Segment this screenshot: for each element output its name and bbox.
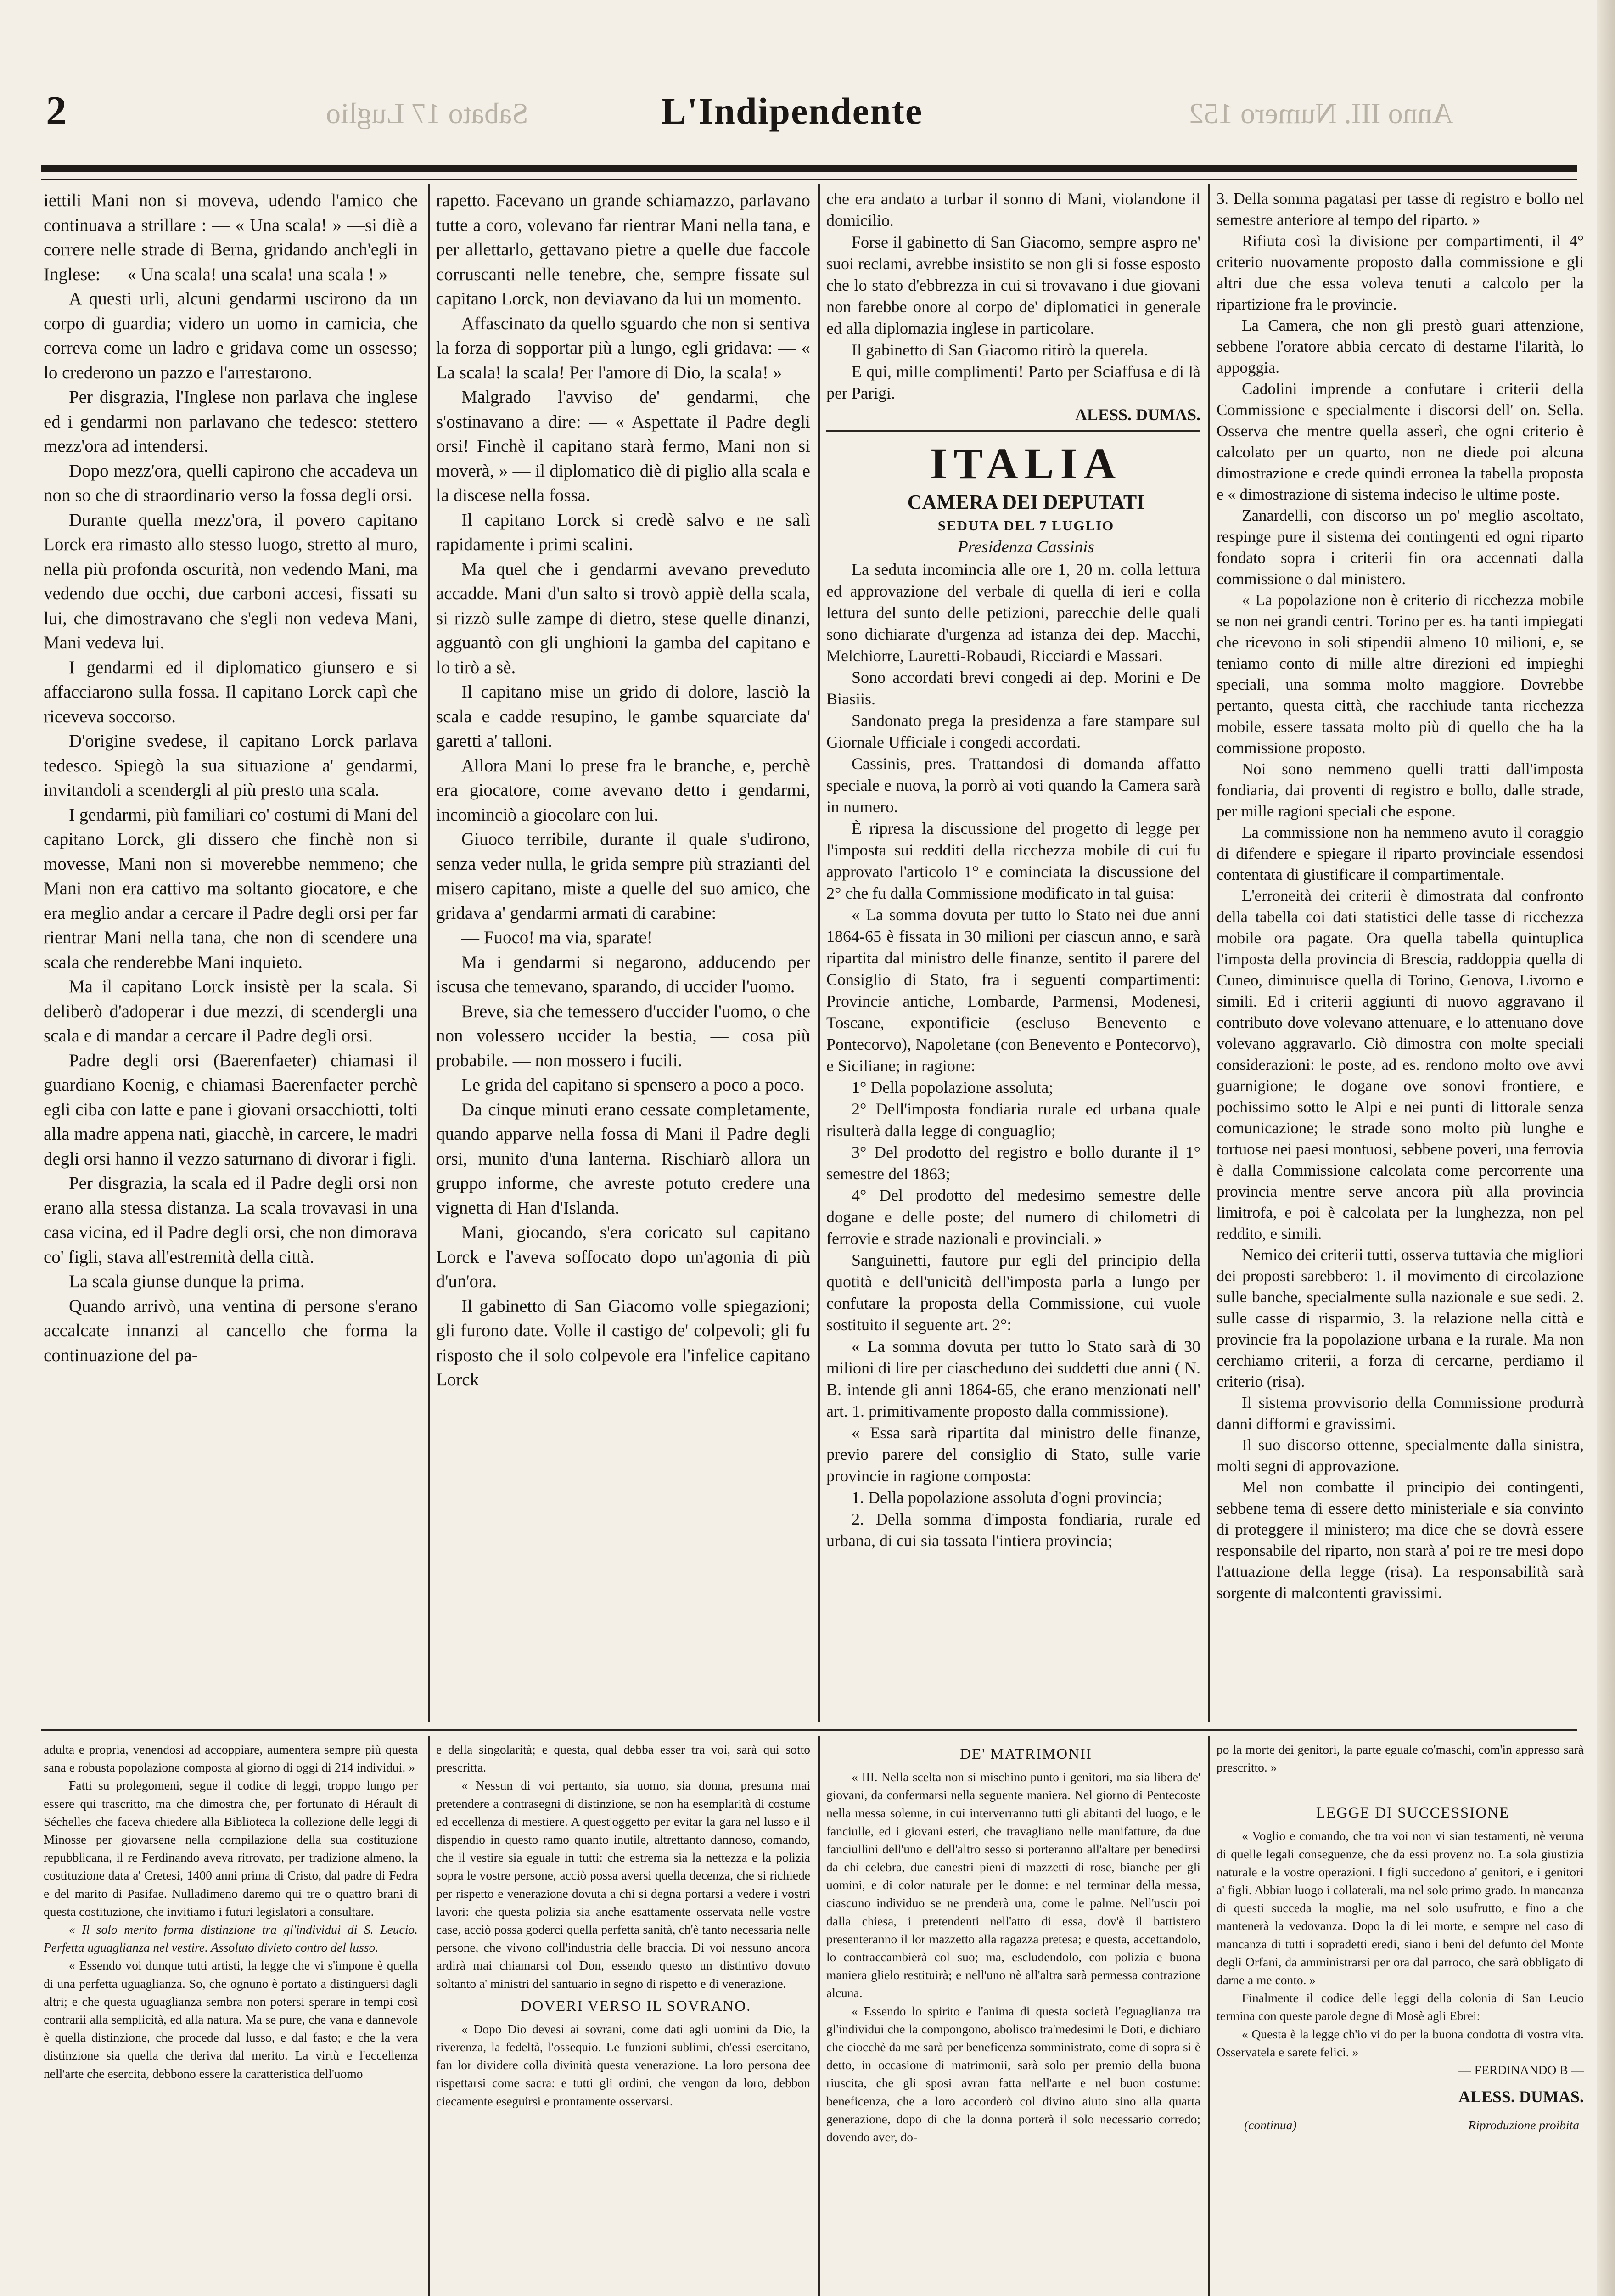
column-separator <box>428 184 430 1722</box>
paragraph: Ma il capitano Lorck insistè per la scala. Si deliberò d'adoperar i due mezzi, di scendergli una scala e di mandar a cercare il Padre degli orsi. <box>44 977 418 1046</box>
paragraph: Da cinque minuti erano cessate completamente, quando apparve nella fossa di Mani il Padre degli orsi, munito d'una lanterna. Rischiarò allora un gruppo informe, che avreste potuto credere una vignetta di Han d'Islanda. <box>436 1099 810 1218</box>
feuilleton-rule <box>41 1729 1577 1731</box>
column-separator <box>428 1736 430 2296</box>
paragraph: Il gabinetto di San Giacomo ritirò la querela. <box>852 341 1148 359</box>
paragraph: Quando arrivò, una ventina di persone s'erano accalcate innanzi al cancello che forma la continuazione del pa- <box>44 1296 418 1365</box>
paragraph: Malgrado l'avviso de' gendarmi, che s'ostinavano a dire: — « Aspettate il Padre degli orsi! Finchè il capitano starà fermo, Mani non si moverà, » — il diplomatico diè di piglio alla scala e la discese nella fossa. <box>436 387 810 505</box>
paragraph: Il gabinetto di San Giacomo volle spiegazioni; gli furono date. Volle il castigo de' colpevoli; gli fu risposto che il solo colpevole era l'infelice capitano Lorck <box>436 1296 810 1390</box>
paragraph: adulta e propria, venendosi ad accoppiare, aumentera sempre più questa sana e robusta popolazione composta al giorno di oggi di 214 individui. » <box>44 1742 418 1775</box>
paragraph: Nemico dei criterii tutti, osserva tuttavia che migliori dei proposti sarebbero: 1. il movimento di circolazione sulle banche, specialmente sulla nazionale e sue sedi. 2. sulle casse di risparmio, 3. la relazione nella città e provincie fra la popolazione urbana e la rurale. Ma non cerchiamo criterii, a forza di cercarne, perdiamo il criterio (risa). <box>1217 1246 1584 1390</box>
paragraph: Ma quel che i gendarmi avevano preveduto accadde. Mani d'un salto si trovò appiè della scala, si rizzò sulle zampe di dietro, stese quelle dinanzi, agguantò con gli unghioni la gamba del capitano e lo tirò a sè. <box>436 559 810 677</box>
paragraph: Il sistema provvisorio della Commissione produrrà danni difformi e gravissimi. <box>1217 1394 1584 1433</box>
paragraph: Forse il gabinetto di San Giacomo, sempre aspro ne' suoi reclami, avrebbe insistito se non gli si fosse esposto che lo stato d'ebbrezza in cui si trovavano i due giovani non farebbe onore al corpo de' diplomatici in generale ed alla diplomazia inglese in particolare. <box>826 233 1200 338</box>
feuilleton-column-4 <box>1217 1740 1584 2296</box>
footer-line <box>1217 2111 1584 2139</box>
paragraph: Ma i gendarmi si negarono, adducendo per iscusa che temevano, sparando, di uccider l'uomo. <box>436 952 810 996</box>
paragraph: e della singolarità; e questa, qual debba esser tra voi, sarà qui sotto prescritta. <box>436 1742 810 1775</box>
paragraph: Il capitano Lorck si credè salvo e ne salì rapidamente i primi scalini. <box>436 510 810 554</box>
masthead-rule <box>41 165 1577 172</box>
paragraph: La Camera, che non gli prestò guari attenzione, sebbene l'oratore abbia cercato di destarne l'ilarità, lo appoggia. <box>1217 316 1584 377</box>
paragraph: Finalmente il codice delle leggi della colonia di San Leucio termina con queste parole degne di Mosè agli Ebrei: <box>1217 1991 1584 2023</box>
paragraph: rapetto. Facevano un grande schiamazzo, parlavano tutte a coro, volevano far rientrar Mani nella tana, e per allettarlo, gettavano pietre a quelle due faccole corruscanti nelle tenebre, che, sempre fissate sul capitano Lorck, non deviavano da lui un momento. <box>436 191 810 309</box>
paragraph: La commissione non ha nemmeno avuto il coraggio di difendere e spiegare il riparto provinciale essendosi contentata di giustificare il compartimentale. <box>1217 823 1584 884</box>
continued-note: (continua) <box>1244 2118 1297 2133</box>
paragraph: « Voglio e comando, che tra voi non vi sian testamenti, nè veruna di quelle legali conseguenze, che da essi provenz no. La sola giustizia naturale e la vostre operazioni. I figli succedono a' genitori, e i genitori a' figli. Abbian luogo i collaterali, ma nel solo primo grado. In mancanza di questi succeda la moglie, ma nel solo usufrutto, e fino a che mantenerà la vedovanza. Dopo la di lei morte, e sempre nel caso di mancanza di tutti i sopradetti eredi, siano i beni del defunto del Monte degli Orfani, da amministrarsi per ora dal parroco, che sarà obbligato di darne a me conto. » <box>1217 1829 1584 1987</box>
paragraph: L'erroneità dei criterii è dimostrata dal confronto della tabella coi dati statistici delle tasse di ricchezza mobile ora pagate. Ora quella tabella quintuplica l'imposta della provincia di Brescia, raddoppia quella di Cuneo, diminuisce quella di Torino, Genova, Livorno e simili. Ed i criterii aggiunti di nuovo aggravano il contributo dove volevano attenuare, e lo attenuano dove volevano aggravarlo. Ciò dimostra con molte speciali considerazioni: le poste, ad es. rendono molto ove avvi guarnigione; le dogane ove sonovi frontiere, e pochissimo sotto le Alpi e nei punti di littorale senza comunicazione; le strade sono molto più lunghe e tortuose nei paesi montuosi, sebbene poveri, una ferrovia è dalla Commissione calcolata come percorrente una provincia mentre serve ancora più alla provincia limitrofa, e poi è calcolata per la lunghezza, non pel reddito, e simili. <box>1217 887 1584 1243</box>
paragraph: Sanguinetti, fautore pur egli del principio della quotità e dell'unicità dell'imposta parla a lungo per confutare la proposta della Commissione, cui vuole sostituito il seguente art. 2°: <box>826 1251 1200 1334</box>
paragraph: Allora Mani lo prese fra le branche, e, perchè era giocatore, come avevano detto i gendarmi, incominciò a giocolare con lui. <box>436 755 810 825</box>
paragraph: « III. Nella scelta non si mischino punto i genitori, ma sia libera de' giovani, da confermarsi nella seguente maniera. Nel giorno di Pentecoste nella messa solenne, in cui interverranno tutti gli abitanti del luogo, e le fanciulle, ed i giovani esteri, che travagliano nelle manifatture, da due fanciullini dell'uno e dell'altro sesso si porteranno all'altare per benedirsi da chi celebra, due canestri pieni di mazzetti di rose, bianche per gli uomini, e di color naturale per le donne: e nel terminar della messa, ciascuno individuo se ne prenderà una, come le palme. Nell'uscir poi dalla chiesa, i pretendenti nell'atto di essa, dov'è il battistero presenteranno il lor mazzetto alla ragazza pretesa; e questa, accettandolo, lo contraccambierà col suo; ma, escludendolo, con polizia e buona maniera glielo restituirà; e nell'uno nè all'altra sarà permessa contrazione alcuna. <box>826 1770 1200 2000</box>
paragraph: Mani, giocando, s'era coricato sul capitano Lorck e l'aveva soffocato dopo un'agonia di più d'un'ora. <box>436 1222 810 1291</box>
paragraph: Per disgrazia, la scala ed il Padre degli orsi non erano alla stessa distanza. La scala trovavasi in una casa vicina, ed il Padre degli orsi, che non dimorava co' figli, stava all'estremità della città. <box>44 1173 418 1267</box>
bleed-through-date: Sabato 17 Luglio <box>326 97 528 129</box>
paragraph: 1. Della popolazione assoluta d'ogni provincia; <box>852 1488 1162 1507</box>
section-heading: LEGGE DI SUCCESSIONE <box>1316 1805 1510 1822</box>
author-signature: ALESS. DUMAS. <box>1075 405 1200 424</box>
paragraph: Padre degli orsi (Baerenfaeter) chiamasi il guardiano Koenig, e chiamasi Baerenfaeter perchè egli ciba con latte e pane i giovani orsacchiotti, tolti alla madre appena nati, giacchè, in carcere, le madri degli orsi hanno il vezzo saturnano di divorar i figli. <box>44 1050 418 1169</box>
section-rule <box>826 430 1200 432</box>
column-separator <box>1208 1736 1210 2296</box>
paragraph: La seduta incomincia alle ore 1, 20 m. colla lettura ed approvazione del verbale di quella di ieri e colla lettura del sunto delle petizioni, parecchie delle quali sono dichiarate d'urgenza ad istanza dei dep. Macchi, Melchiorre, Lauretti-Robaudi, Ricciardi e Massari. <box>826 560 1200 665</box>
paragraph: Il suo discorso ottenne, specialmente dalla sinistra, molti segni di approvazione. <box>1217 1436 1584 1475</box>
bleed-through-issue: Anno III. Numero 152 <box>1189 97 1453 129</box>
signature-ferdinando: — FERDINANDO B — <box>1458 2063 1584 2077</box>
column-3 <box>826 188 1200 1727</box>
paragraph: iettili Mani non si moveva, udendo l'amico che continuava a strillare : — « Una scala! » —si diè a correre nelle strade di Berna, gridando anch'egli in Inglese: — « Una scala! una scala! una scala ! » <box>44 191 418 284</box>
paragraph: — Fuoco! ma via, sparate! <box>461 928 653 947</box>
column-4 <box>1217 188 1584 1727</box>
section-heading: DE' MATRIMONII <box>960 1746 1092 1762</box>
paragraph: Sono accordati brevi congedi ai dep. Morini e De Biasiis. <box>826 668 1200 708</box>
paragraph: 4° Del prodotto del medesimo semestre delle dogane e delle poste; del numero di chilometri di ferrovie e strade nazionali e provinciali. » <box>826 1186 1200 1248</box>
feuilleton-column-3 <box>826 1740 1200 2296</box>
chamber-heading: CAMERA DEI DEPUTATI <box>907 491 1145 513</box>
column-separator <box>818 184 820 1722</box>
column-separator <box>818 1736 820 2296</box>
feuilleton-column-2 <box>436 1740 810 2296</box>
paragraph: E qui, mille complimenti! Parto per Sciaffusa e di là per Parigi. <box>826 362 1200 402</box>
paragraph: po la morte dei genitori, la parte eguale co'maschi, com'in appresso sarà prescritto. » <box>1217 1742 1584 1775</box>
paragraph: Durante quella mezz'ora, il povero capitano Lorck era rimasto allo stesso luogo, stretto al muro, nella più profonda oscurità, non vedendo Mani, ma vedendo due occhi, due carboni accesi, fissati su lui, che dimostravano che s'egli non vedeva Mani, Mani vedeva lui. <box>44 510 418 653</box>
paragraph: Le grida del capitano si spensero a poco a poco. <box>461 1075 805 1095</box>
paragraph: « Essendo lo spirito e l'anima di questa società l'eguaglianza tra gl'individui che la compongono, abolisco tra'medesimi le Doti, e dichiaro che ciocchè da me sarà per beneficenza somministrato, come di sopra si è detto, in occasione di matrimonii, sarà solo per premio della buona riuscita, che gli sposi avran fatta nell'arte e nel buon costume: beneficenza, che a loro accorderò col divino aiuto sino alla quarta generazione, dopo di che la donna porterà il solo necessario corredo; dovendo aver, do- <box>826 2003 1200 2144</box>
column-2 <box>436 188 810 1727</box>
section-heading-italia: ITALIA <box>930 439 1122 488</box>
paragraph: Cadolini imprende a confutare i criterii della Commissione e specialmente i discorsi dell' on. Sella. Osserva che mentre quella asserì, che ogni criterio è calcolato per un quarto, non ne diede poi alcuna dimostrazione e crede quindi erronea la tabella proposta e « dimostrazione di sistema indeciso le ultime poste. <box>1217 380 1584 503</box>
newspaper-title: L'Indipendente <box>661 90 923 132</box>
paragraph: 3° Del prodotto del registro e bollo durante il 1° semestre del 1863; <box>826 1143 1200 1183</box>
paragraph: « Il solo merito forma distinzione tra gl'individui di S. Leucio. Perfetta uguaglianza nel vestire. Assoluto divieto contro del lusso. <box>44 1922 418 1955</box>
paragraph: « Essa sarà ripartita dal ministro delle finanze, previo parere del consiglio di Stato, sulle varie provincie in ragione composta: <box>826 1424 1200 1485</box>
paragraph: 2° Dell'imposta fondiaria rurale ed urbana quale risulterà dalla legge di conguaglio; <box>826 1100 1200 1140</box>
paragraph: Il capitano mise un grido di dolore, lasciò la scala e cadde resupino, le gambe squarciate da' garetti a' talloni. <box>436 682 810 751</box>
paragraph: I gendarmi ed il diplomatico giunsero e si affacciarono sulla fossa. Il capitano Lorck capì che riceveva soccorso. <box>44 657 418 726</box>
paragraph: La scala giunse dunque la prima. <box>69 1272 305 1291</box>
feuilleton-column-1 <box>44 1740 418 2296</box>
paragraph: Giuoco terribile, durante il quale s'udirono, senza veder nulla, le grida sempre più strazianti del misero capitano, miste a quelle del suo amico, che gridava a' gendarmi armati di carabine: <box>436 829 810 923</box>
author-signature: ALESS. DUMAS. <box>1458 2088 1584 2106</box>
paragraph: Cassinis, pres. Trattandosi di domanda affatto speciale e nuova, la porrò ai voti quando la Camera sarà in numero. <box>826 754 1200 816</box>
paragraph: Fatti su prolegomeni, segue il codice di leggi, troppo lungo per essere qui trascritto, ma che dimostra che, per fortunato di Hérault di Séchelles che faceva chiedere alla Biblioteca la collezione delle leggi di Minosse per giovarsene nella compilazione della sua costituzione repubblicana, il re Ferdinando aveva ritrovato, per tradizione almeno, la costituzione data a' Cretesi, 1400 anni prima di Cristo, dal padre di Fedra e del marito di Pasifae. Nulladimeno daremo qui tre o quattro brani di questa costituzione, che invitiamo i futuri legislatori a consultare. <box>44 1778 418 1919</box>
paragraph: Dopo mezz'ora, quelli capirono che accadeva un non so che di straordinario verso la fossa degli orsi. <box>44 461 418 505</box>
paragraph: Zanardelli, con discorso un po' meglio ascoltato, respinge pure il sistema dei contingenti ed ogni riparto fondato sopra i criterii fin ora accennati dalla commissione o dal ministero. <box>1217 506 1584 588</box>
paragraph: « Questa è la legge ch'io vi do per la buona condotta di vostra vita. Osservatela e sarete felici. » <box>1217 2026 1584 2059</box>
column-separator <box>1208 184 1210 1722</box>
paragraph: « Dopo Dio devesi ai sovrani, come dati agli uomini da Dio, la riverenza, la fedeltà, l'ossequio. Le funzioni sublimi, ch'essi esercitano, fan lor dividere colla divinità questa venerazione. La loro persona dee rispettarsi come sacra: e tutti gli ordini, che vengon da loro, debbon ciecamente eseguirsi e prontamente osservarsi. <box>436 2021 810 2108</box>
paragraph: che era andato a turbar il sonno di Mani, violandone il domicilio. <box>826 190 1200 230</box>
column-1 <box>44 188 418 1727</box>
reproduction-notice: Riproduzione proibita <box>1468 2118 1579 2133</box>
paragraph: « Essendo voi dunque tutti artisti, la legge che vi s'impone è quella di una perfetta uguaglianza. So, che ognuno è portato a distinguersi dagli altri; e che questa uguaglianza sembra non potersi sperare in tempi così contrarii alla semplicità, ed alla natura. Ma se pure, che vana e dannevole è quella distinzione, che procede dal lusso, e dal fasto; e che la vera distinzione sia quella che deriva dal merito. La virtù e l'eccellenza nell'arte che esercita, debbono essere la caratteristica dell'uomo <box>44 1958 418 2081</box>
paragraph: Per disgrazia, l'Inglese non parlava che inglese ed i gendarmi non parlavano che tedesco: stettero mezz'ora ad intendersi. <box>44 387 418 456</box>
masthead <box>41 69 1575 133</box>
paragraph: 2. Della somma d'imposta fondiaria, rurale ed urbana, di cui sia tassata l'intiera provincia; <box>826 1510 1200 1550</box>
paragraph: Mel non combatte il principio dei contingenti, sebbene tema di essere detto ministeriale e sia convinto di proteggere il ministero; ma dice che se dovrà essere responsabile del riparto, non starà a' poi re tre mesi dopo l'attuazione della legge (risa). La responsabilità sarà sorgente di malcontenti gravissimi. <box>1217 1478 1584 1602</box>
section-heading: DOVERI VERSO IL SOVRANO. <box>520 1998 751 2015</box>
paragraph: « La somma dovuta per tutto lo Stato nei due anni 1864-65 è fissata in 30 milioni per ciascun anno, e sarà ripartita dal ministro delle finanze, sentito il parere del Consiglio di Stato, fra i seguenti compartimenti: Provincie antiche, Lombarde, Parmensi, Modenesi, Toscane, expontificie (escluso Benevento e Pontecorvo), Napoletane (con Benevento e Pontecorvo), e Siciliane; in ragione: <box>826 906 1200 1075</box>
paragraph: « La popolazione non è criterio di ricchezza mobile se non nei grandi centri. Torino per es. ha tanti impiegati che ricevono in soli stipendii almeno 10 milioni, e, se teniamo conto di mille altre direzioni ed impieghi speciali, una somma molto maggiore. Dovrebbe pertanto, questa città, che racchiude tanta ricchezza mobile, essere tassata molto più di quello che ha la commissione proposto. <box>1217 591 1584 757</box>
masthead-rule-thin <box>41 179 1577 180</box>
paragraph: A questi urli, alcuni gendarmi uscirono da un corpo di guardia; videro un uomo in camicia, che correva come un ladro e gridava come un ossesso; lo crederono un pazzo e l'arrestarono. <box>44 289 418 383</box>
paragraph: Sandonato prega la presidenza a fare stampare sul Giornale Ufficiale i congedi accordati. <box>826 711 1200 751</box>
paragraph: D'origine svedese, il capitano Lorck parlava tedesco. Spiegò la sua situazione a' gendarmi, invitandoli a scendergli al più presto una scala. <box>44 731 418 800</box>
paragraph: Noi sono nemmeno quelli tratti dall'imposta fondiaria, dai proventi di registro e bollo, dalle strade, per mille ragioni speciali che espone. <box>1217 760 1584 820</box>
paragraph: Affascinato da quello sguardo che non si sentiva la forza di sopportar più a lungo, egli gridava: — « La scala! la scala! Per l'amore di Dio, la scala! » <box>436 313 810 383</box>
paragraph: « Nessun di voi pertanto, sia uomo, sia donna, presuma mai pretendere a contrasegni di distinzione, se non ha esemplarità di costume ed eccellenza di mestiere. A quest'oggetto per evitar la gara nel lusso e il dispendio in questo ramo quanto inutile, altrettanto dannoso, comando, che il vestire sia eguale in tutti: che estrema sia la nettezza e la polizia sopra le vostre persone, acciò possa aversi quella decenza, che si richiede per rispetto e venerazione dovuta a chi si degna portarsi a vedere i vostri lavori: che questa polizia sia anche esattamente osservata nelle vostre case, acciò possa goderci quella perfetta sanità, ch'è tanto necessaria nelle persone, che vivono coll'industria delle braccia. Di voi nessuno ancora ardirà mai chiamarsi col Don, essendo questo un distintivo dovuto soltanto a' ministri del santuario in segno di rispetto e di venerazione. <box>436 1778 810 1991</box>
paragraph: « La somma dovuta per tutto lo Stato sarà di 30 milioni di lire per ciascheduno dei suddetti due anni ( N. B. intende gli anni 1864-65, che erano menzionati nell' art. 1. primitivamente proposto dalla commissione). <box>826 1337 1200 1420</box>
page-edge <box>1597 0 1615 2296</box>
paragraph: I gendarmi, più familiari co' costumi di Mani del capitano Lorck, gli dissero che finchè non si movesse, Mani non si moverebbe nemmeno; che Mani non era cattivo ma soltanto giocatore, e che era meglio andar a cercare il Padre degli orsi per far rientrar Mani nella tana, che non di scendere una scala che renderebbe Mani inquieto. <box>44 805 418 972</box>
paragraph: 1° Della popolazione assoluta; <box>852 1078 1054 1097</box>
presidency-line: Presidenza Cassinis <box>958 538 1094 557</box>
paragraph: 3. Della somma pagatasi per tasse di registro e bollo nel semestre anteriore al tempo del riparto. » <box>1217 190 1584 229</box>
session-date: SEDUTA DEL 7 LUGLIO <box>937 518 1115 534</box>
paragraph: Breve, sia che temessero d'uccider l'uomo, o che non volessero uccider la bestia, — cosa più probabile. — non mossero i fucili. <box>436 1001 810 1070</box>
paragraph: Rifiuta così la divisione per compartimenti, il 4° criterio nuovamente proposto dalla commissione e gli altri due che essa voleva tenuti a calcolo per la ripartizione fra le provincie. <box>1217 232 1584 313</box>
paragraph: È ripresa la discussione del progetto di legge per l'imposta sui redditi della ricchezza mobile di cui fu approvato l'articolo 1° e cominciata la discussione del 2° che fu dalla Commissione modificato in tal guisa: <box>826 819 1200 902</box>
page-number: 2 <box>46 88 67 134</box>
